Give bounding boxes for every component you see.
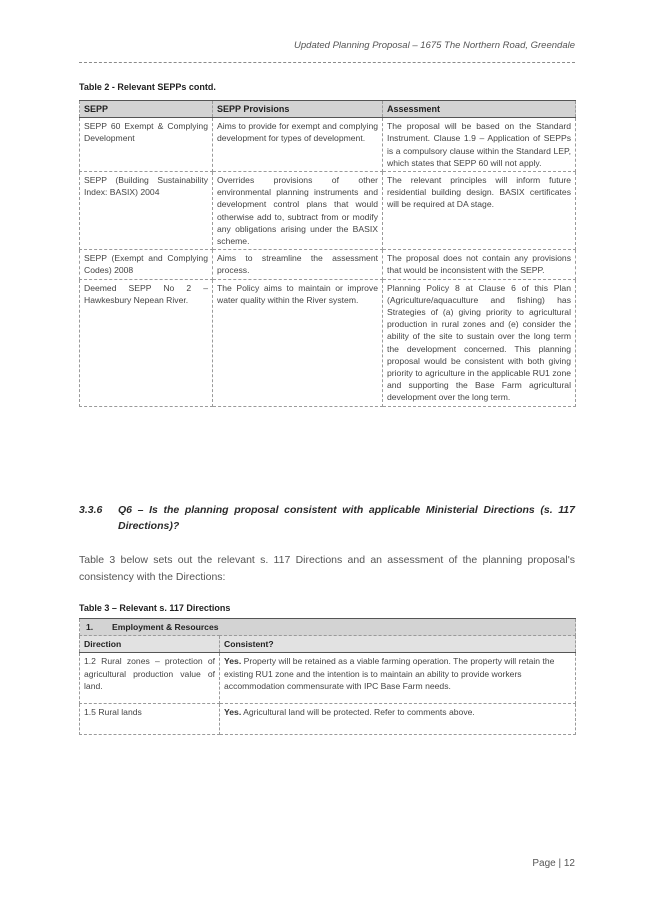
col-sepp: SEPP — [80, 101, 213, 118]
table-row — [80, 704, 576, 735]
table2 — [79, 100, 576, 407]
provisions-cell: Aims to provide for exempt and complying development for types of development. — [213, 118, 383, 172]
group-label: Employment & Resources — [112, 622, 219, 632]
group-number: 1. — [86, 622, 94, 632]
verdict-detail: Agricultural land will be protected. Refer to comments above. — [241, 707, 475, 718]
body-paragraph: Table 3 below sets out the relevant s. 117 Directions and an assessment of the planning proposal's consistency with the Directions: — [79, 554, 575, 583]
sepp-cell: Deemed SEPP No 2 – Hawkesbury Nepean River. — [80, 279, 213, 406]
direction-cell: 1.2 Rural zones – protection of agricultural production value of land. — [80, 653, 220, 704]
sepp-cell: SEPP 60 Exempt & Complying Development — [80, 118, 213, 172]
col-direction: Direction — [80, 636, 220, 653]
sepp-cell: SEPP (Exempt and Complying Codes) 2008 — [80, 250, 213, 279]
col-assessment: Assessment — [383, 101, 576, 118]
direction-cell: 1.5 Rural lands — [80, 704, 220, 735]
table-row — [80, 653, 576, 704]
consistent-cell — [220, 704, 576, 735]
table3-header-row — [80, 636, 576, 653]
section-number: 3.3.6 — [79, 504, 103, 516]
table-row — [80, 172, 576, 250]
assessment-cell: The proposal will be based on the Standard Instrument. Clause 1.9 – Application of SEPPs is a compulsory clause within the Standard LEP, which states that SEPP 60 will not apply. — [383, 118, 576, 172]
col-sepp-provisions: SEPP Provisions — [213, 101, 383, 118]
consistent-cell — [220, 653, 576, 704]
verdict-label: Yes. — [224, 656, 242, 667]
verdict-detail: Property will be retained as a viable farming operation. The property will retain the existing RU1 zone and the intention is to maintain an ability to provide workers accommodation commensurate with IPC Base Farm needs. — [224, 656, 555, 691]
table2-caption: Table 2 - Relevant SEPPs contd. — [79, 82, 216, 92]
table2-header-row — [80, 101, 576, 118]
page-number: Page | 12 — [532, 858, 575, 869]
table3-group-row — [80, 619, 576, 636]
verdict-label: Yes. — [224, 707, 242, 718]
header-divider — [79, 62, 575, 63]
provisions-cell: The Policy aims to maintain or improve water quality within the River system. — [213, 279, 383, 406]
table-row — [80, 250, 576, 279]
assessment-cell: Planning Policy 8 at Clause 6 of this Plan (Agriculture/aquaculture and fishing) has Strategies of (a) giving priority to agricultural production in rural zones and (e) consider the ability of the site to sustain over the long term the development concerned. This planning proposal would be consistent with both giving priority to agriculture in the applicable RU1 zone and supporting the Base Farm agricultural development over the long term. — [383, 279, 576, 406]
section-title: Q6 – Is the planning proposal consistent with applicable Ministerial Directions (s. 117 Directions)? — [118, 504, 575, 532]
assessment-cell: The proposal does not contain any provisions that would be inconsistent with the SEPP. — [383, 250, 576, 279]
running-header: Updated Planning Proposal – 1675 The Northern Road, Greendale — [294, 40, 575, 51]
assessment-cell: The relevant principles will inform future residential building design. BASIX certificates will be required at DA stage. — [383, 172, 576, 250]
provisions-cell: Aims to streamline the assessment process. — [213, 250, 383, 279]
sepp-cell: SEPP (Building Sustainability Index: BASIX) 2004 — [80, 172, 213, 250]
provisions-cell: Overrides provisions of other environmental planning instruments and development control plans that would otherwise add to, subtract from or modify any obligations arising under the BASIX scheme. — [213, 172, 383, 250]
table-row — [80, 118, 576, 172]
col-consistent: Consistent? — [220, 636, 576, 653]
table-row — [80, 279, 576, 406]
table3-caption: Table 3 – Relevant s. 117 Directions — [79, 603, 231, 613]
table3 — [79, 618, 576, 735]
